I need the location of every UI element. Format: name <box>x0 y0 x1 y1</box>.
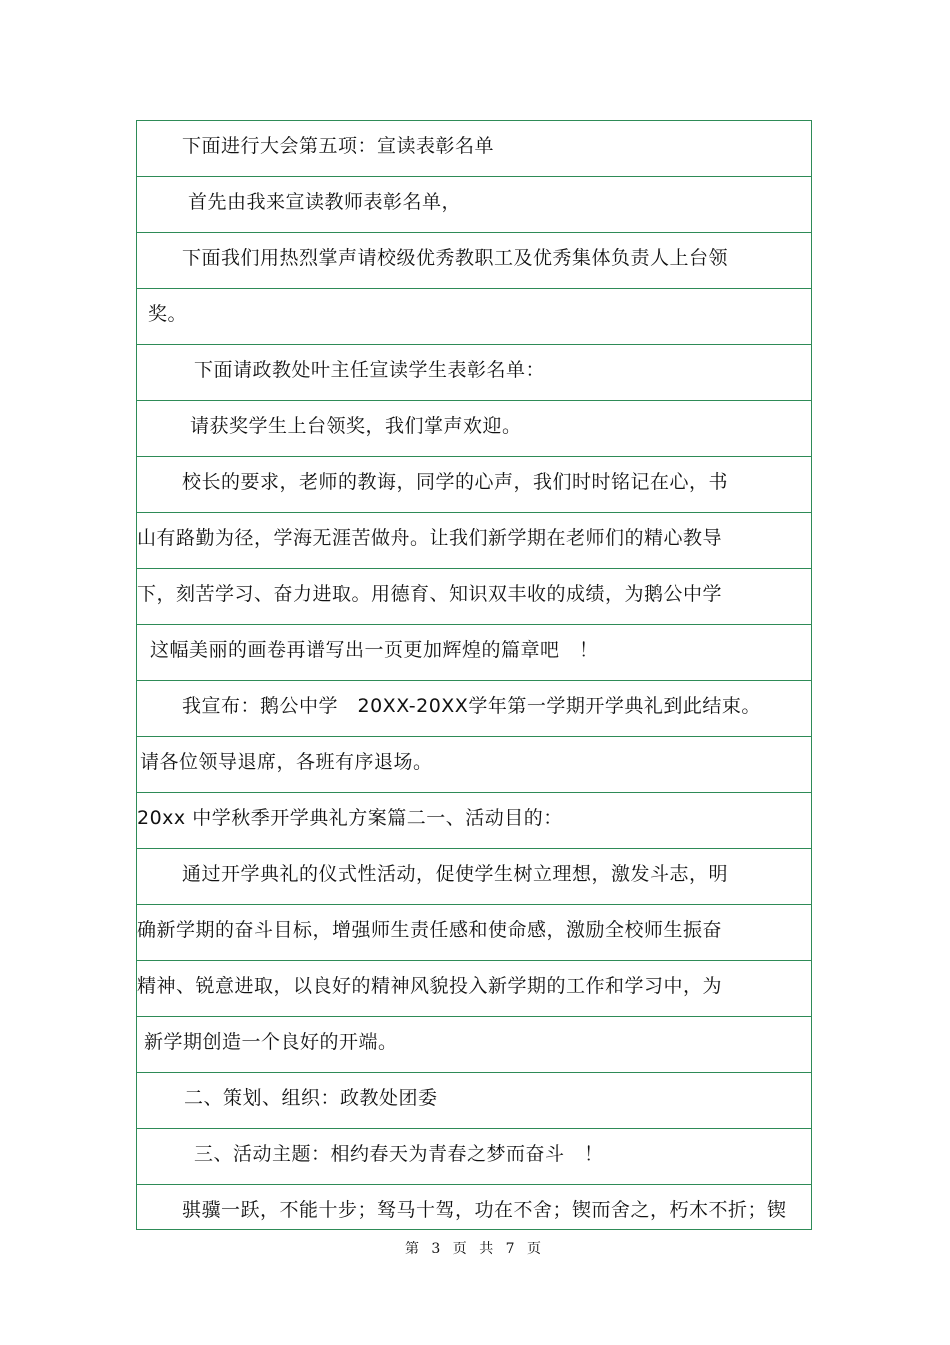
text-line-2 <box>137 177 811 233</box>
line-text: 二、策划、组织：政教处团委 <box>184 1087 438 1109</box>
line-text: 校长的要求，老师的教诲，同学的心声，我们时时铭记在心，书 <box>182 471 729 493</box>
line-text: 请各位领导退席，各班有序退场。 <box>140 751 433 773</box>
text-line-11 <box>137 681 811 737</box>
text-line-13 <box>137 793 811 849</box>
line-text: 首先由我来宣读教师表彰名单， <box>188 191 462 213</box>
line-text: 请获奖学生上台领奖，我们掌声欢迎。 <box>190 415 522 437</box>
line-text: 山有路勤为径，学海无涯苦做舟。让我们新学期在老师们的精心教导 <box>137 527 723 549</box>
text-line-8 <box>137 513 811 569</box>
line-text: 下，刻苦学习、奋力进取。用德育、知识双丰收的成绩，为鹅公中学 <box>137 583 723 605</box>
text-line-19 <box>137 1129 811 1185</box>
line-text: 确新学期的奋斗目标，增强师生责任感和使命感，激励全校师生振奋 <box>137 919 723 941</box>
page-footer: 第 3 页 共 7 页 <box>404 1241 546 1257</box>
text-line-18 <box>137 1073 811 1129</box>
line-text: 新学期创造一个良好的开端。 <box>144 1031 398 1053</box>
line-text: 奖。 <box>148 303 188 325</box>
line-text: 通过开学典礼的仪式性活动，促使学生树立理想，激发斗志，明 <box>182 863 729 885</box>
text-line-3 <box>137 233 811 289</box>
line-text: 下面进行大会第五项：宣读表彰名单 <box>182 135 495 157</box>
text-line-5 <box>137 345 811 401</box>
line-text: 这幅美丽的画卷再谱写出一页更加辉煌的篇章吧 ！ <box>150 639 599 661</box>
text-line-14 <box>137 849 811 905</box>
line-text: 骐骥一跃，不能十步；驽马十驾，功在不舍；锲而舍之，朽木不折；锲 <box>182 1199 787 1221</box>
line-text: 我宣布：鹅公中学 20XX-20XX学年第一学期开学典礼到此结束。 <box>182 695 761 717</box>
text-line-17 <box>137 1017 811 1073</box>
text-line-20 <box>137 1185 811 1231</box>
line-text: 下面我们用热烈掌声请校级优秀教职工及优秀集体负责人上台领 <box>182 247 729 269</box>
line-text: 20xx 中学秋季开学典礼方案篇二一、活动目的： <box>137 807 563 829</box>
text-line-10 <box>137 625 811 681</box>
text-line-12 <box>137 737 811 793</box>
line-text: 三、活动主题：相约春天为青春之梦而奋斗 ！ <box>194 1143 604 1165</box>
line-text: 下面请政教处叶主任宣读学生表彰名单： <box>194 359 546 381</box>
text-line-9 <box>137 569 811 625</box>
text-line-7 <box>137 457 811 513</box>
text-line-4 <box>137 289 811 345</box>
line-text: 精神、锐意进取，以良好的精神风貌投入新学期的工作和学习中，为 <box>137 975 723 997</box>
text-line-6 <box>137 401 811 457</box>
text-line-15 <box>137 905 811 961</box>
text-line-1 <box>137 121 811 177</box>
ruled-text-box <box>136 120 812 1230</box>
text-line-16 <box>137 961 811 1017</box>
